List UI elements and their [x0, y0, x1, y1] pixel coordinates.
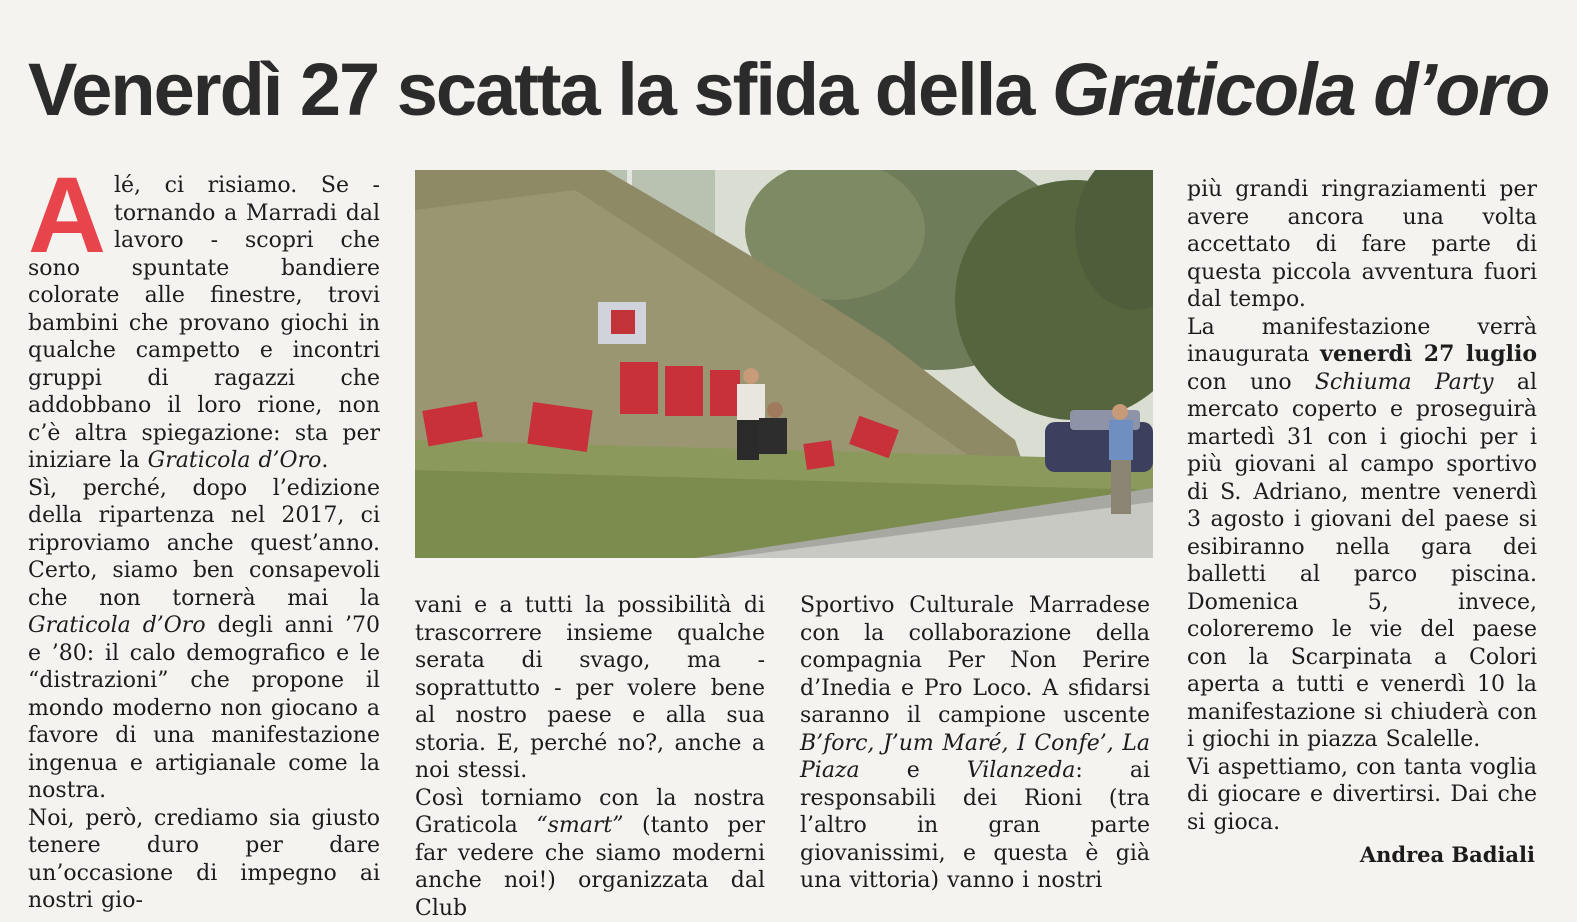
text: La manifestazione verrà inaugurata [1187, 315, 1537, 368]
article-column-2 [415, 592, 765, 922]
article-photo [415, 170, 1153, 558]
text: degli anni ’70 e ’80: il calo demografico e le “distrazioni” che propone il mondo moderno non giocano a favore di una manifestazione ingenua e artigianale come la nostra. [28, 613, 380, 803]
paragraph [800, 592, 1150, 895]
headline-italic: Graticola d’oro [1052, 48, 1548, 131]
text: e [860, 758, 967, 783]
text: lé, ci risiamo. Se - tornando a Marradi dal lavoro - scopri che sono spuntate bandiere colorate alle finestre, trovi bambini che provano giochi in qualche campetto e incontri gruppi di ragazzi che addobbano il loro rione, non c’è altra spiegazione: sta per iniziare la [28, 173, 380, 473]
article-column-3 [800, 592, 1150, 895]
text: (tanto per far vedere che siamo moderni anche noi!) organizzata dal Club [415, 813, 765, 921]
text-bold: venerdì 27 luglio [1320, 341, 1537, 367]
text: con uno [1187, 370, 1315, 395]
text: . [321, 448, 328, 473]
text: al mercato coperto e proseguirà martedì 31 con i giochi per i più giovani al campo sportivo di S. Adriano, mentre venerdì 3 agosto i giovani del paese si esibiranno nella gara dei balletti al parco piscina. Domenica 5, invece, coloreremo le vie del paese con la Scarpinata a Colori aperta a tutti e venerdì 10 la manifestazione si chiuderà con i giochi in piazza Scalelle. [1187, 370, 1537, 753]
text: Così torniamo con la nostra Graticola [415, 786, 765, 839]
paragraph [28, 172, 380, 475]
text-italic: Graticola d’Oro [28, 613, 206, 638]
text-italic: Schiuma Party [1315, 370, 1494, 395]
drop-cap: A [28, 174, 106, 254]
paragraph: vani e a tutti la possibilità di trascorrere insieme qualche serata di svago, ma - soprattutto - per volere bene al nostro paese e alla sua storia. E, perché no?, anche a noi stessi. [415, 592, 765, 785]
paragraph: più grandi ringraziamenti per avere ancora una volta accettato di fare parte di questa piccola avventura fuori dal tempo. [1187, 176, 1537, 314]
paragraph [1187, 314, 1537, 754]
author-byline: Andrea Badiali [1360, 842, 1535, 867]
text-italic: Graticola d’Oro [148, 448, 322, 473]
headline-text: Venerdì 27 scatta la sfida della [28, 48, 1052, 131]
paragraph [415, 785, 765, 922]
text: Sì, perché, dopo l’edizione della ripartenza nel 2017, ci riproviamo anche quest’anno. Certo, siamo ben consapevoli che non tornerà mai la [28, 476, 380, 611]
article-column-4 [1187, 176, 1537, 836]
photo-illustration [415, 170, 1153, 558]
text-italic: Vilanzeda [967, 758, 1076, 783]
paragraph: Noi, però, crediamo sia giusto tenere duro per dare un’occasione di impegno ai nostri gio- [28, 805, 380, 915]
text: Sportivo Culturale Marradese con la collaborazione della compagnia Per Non Perire d’Inedia e Pro Loco. A sfidarsi saranno il campione uscente [800, 593, 1150, 728]
paragraph [28, 475, 380, 805]
article-headline [28, 40, 1558, 150]
text: : ai responsabili dei Rioni (tra l’altro in gran parte giovanissimi, e questa è già una vittoria) vanno i nostri [800, 758, 1150, 893]
text-italic: “smart” [536, 813, 623, 838]
article-column-1 [28, 172, 380, 915]
paragraph: Vi aspettiamo, con tanta voglia di giocare e divertirsi. Dai che si gioca. [1187, 754, 1537, 837]
text-italic: B’forc, J’um Maré, I Confe’, La Piaza [800, 731, 1150, 784]
